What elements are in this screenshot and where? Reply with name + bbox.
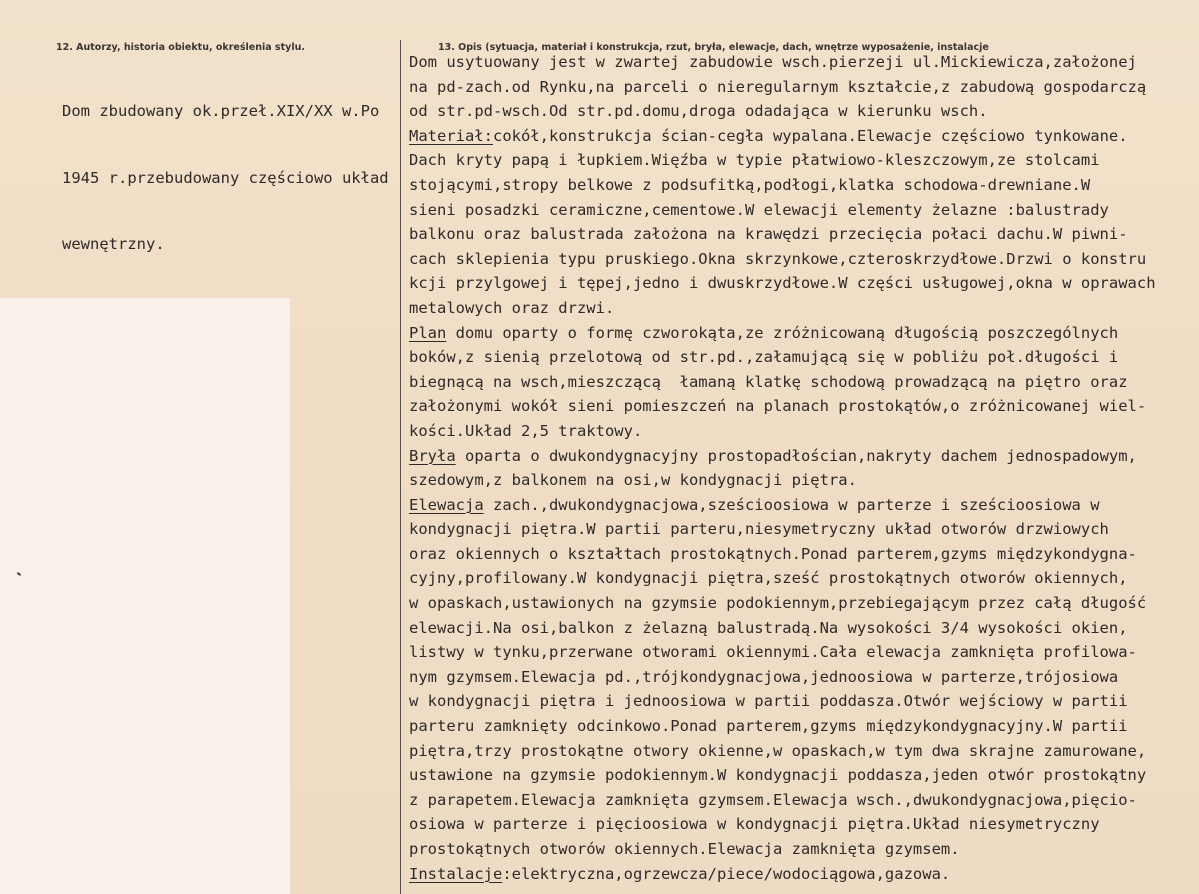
line-text: metalowych oraz drzwi. bbox=[409, 298, 615, 317]
section-label: Bryła bbox=[409, 446, 456, 465]
line-text: nym gzymsem.Elewacja pd.,trójkondygnacjowa,jednoosiowa w parterze,trójosiowa bbox=[409, 667, 1119, 686]
line-text: kcji przylgowej i tępej,jedno i dwuskrzydłowe.W części usługowej,okna w oprawach bbox=[409, 274, 1156, 293]
section-13-line bbox=[409, 345, 1156, 370]
line-text: listwy w tynku,przerwane otworami okiennymi.Cała elewacja zamknięta profilowa- bbox=[409, 643, 1137, 662]
line-text: stojącymi,stropy belkowe z podsufitką,podłogi,klatka schodowa-drewniane.W bbox=[409, 175, 1091, 194]
line-text: balkonu oraz balustrada założona na krawędzi przecięcia połaci dachu.W piwni- bbox=[409, 225, 1128, 244]
section-13-line bbox=[409, 665, 1156, 690]
section-13-line bbox=[409, 247, 1156, 272]
pale-paper-patch bbox=[0, 298, 290, 894]
section-13-line bbox=[409, 222, 1156, 247]
line-text: założonymi wokół sieni pomieszczeń na planach prostokątów,o zróżnicowanej wiel- bbox=[409, 397, 1147, 416]
line-text: Dom usytuowany jest w zwartej zabudowie wsch.pierzeji ul.Mickiewicza,założonej bbox=[409, 53, 1137, 71]
section-12-line: 1945 r.przebudowany częściowo układ bbox=[62, 168, 389, 187]
line-text: w kondygnacji piętra i jednoosiowa w partii poddasza.Otwór wejściowy w partii bbox=[409, 692, 1128, 711]
column-divider bbox=[400, 40, 401, 894]
section-13-line bbox=[409, 788, 1156, 813]
section-13-line bbox=[409, 640, 1156, 665]
line-text: cyjny,profilowany.W kondygnacji piętra,sześć prostokątnych otworów okiennych, bbox=[409, 569, 1128, 588]
section-13-text bbox=[409, 50, 1156, 886]
line-text: biegnącą na wsch,mieszczącą łamaną klatkę schodową prowadzącą na piętro oraz bbox=[409, 372, 1128, 391]
section-13-line bbox=[409, 689, 1156, 714]
line-text: sieni posadzki ceramiczne,cementowe.W elewacji elementy żelazne :balustrady bbox=[409, 200, 1109, 219]
section-13-line bbox=[409, 714, 1156, 739]
section-13-line bbox=[409, 124, 1156, 149]
section-label: Elewacja bbox=[409, 495, 484, 514]
section-13-line bbox=[409, 321, 1156, 346]
section-13-line bbox=[409, 616, 1156, 641]
section-13-line bbox=[409, 812, 1156, 837]
section-13-line bbox=[409, 370, 1156, 395]
line-text: cach sklepienia typu pruskiego.Okna skrzynkowe,czteroskrzydłowe.Drzwi o konstru bbox=[409, 249, 1147, 268]
section-13-line bbox=[409, 271, 1156, 296]
line-text: piętra,trzy prostokątne otwory okienne,w opaskach,w tym dwa skrajne zamurowane, bbox=[409, 741, 1147, 760]
line-text: ustawione na gzymsie podokiennym.W kondygnacji poddasza,jeden otwór prostokątny bbox=[409, 766, 1147, 785]
section-13-line bbox=[409, 493, 1156, 518]
section-13-line bbox=[409, 739, 1156, 764]
section-label: Materiał: bbox=[409, 126, 493, 145]
section-12-line: wewnętrzny. bbox=[62, 235, 165, 253]
line-text: prostokątnych otworów okiennych.Elewacja zamknięta gzymsem. bbox=[409, 840, 960, 858]
line-text: elewacji.Na osi,balkon z żelazną balustradą.Na wysokości 3/4 wysokości okien, bbox=[409, 618, 1128, 637]
section-13-line bbox=[409, 50, 1156, 75]
section-label: Instalacje bbox=[409, 864, 503, 883]
line-text: oparta o dwukondygnacyjny prostopadłościan,nakryty dachem jednospadowym, bbox=[455, 446, 1137, 465]
section-13-line bbox=[409, 198, 1156, 223]
line-text: boków,z sienią przelotową od str.pd.,załamującą się w pobliżu poł.długości i bbox=[409, 348, 1119, 367]
section-12-header: 12. Autorzy, historia obiektu, określenia stylu. bbox=[56, 42, 305, 53]
section-13-line bbox=[409, 419, 1156, 444]
line-text: z parapetem.Elewacja zamknięta gzymsem.Elewacja wsch.,dwukondygnacjowa,pięcio- bbox=[409, 790, 1137, 809]
section-13-header: 13. Opis (sytuacja, materiał i konstrukcja, rzut, bryła, elewacje, dach, wnętrze wyposażenie, instalacje bbox=[438, 42, 989, 53]
section-13-line bbox=[409, 837, 1156, 862]
line-text: domu oparty o formę czworokąta,ze zróżnicowaną długością poszczególnych bbox=[446, 323, 1119, 342]
line-text: zach.,dwukondygnacjowa,sześcioosiowa w parterze i sześcioosiowa w bbox=[483, 495, 1100, 514]
line-text: cokół,konstrukcja ścian-cegła wypalana.Elewacje częściowo tynkowane. bbox=[493, 126, 1128, 145]
section-13-line bbox=[409, 99, 1156, 124]
section-13-line bbox=[409, 173, 1156, 198]
section-13-line bbox=[409, 763, 1156, 788]
section-13-line bbox=[409, 591, 1156, 616]
section-13-line bbox=[409, 862, 1156, 887]
line-text: na pd-zach.od Rynku,na parceli o nieregularnym kształcie,z zabudową gospodarczą bbox=[409, 77, 1147, 96]
line-text: oraz okiennych o kształtach prostokątnych.Ponad parterem,gzyms międzykondygna- bbox=[409, 544, 1137, 563]
section-13-line bbox=[409, 75, 1156, 100]
section-12-text bbox=[62, 56, 389, 278]
section-13-line bbox=[409, 566, 1156, 591]
section-13-line bbox=[409, 394, 1156, 419]
line-text: w opaskach,ustawionych na gzymsie podokiennym,przebiegającym przez całą długość bbox=[409, 594, 1147, 613]
section-13-line bbox=[409, 444, 1156, 469]
line-text: od str.pd-wsch.Od str.pd.domu,droga odadająca w kierunku wsch. bbox=[409, 102, 988, 121]
section-13-line bbox=[409, 296, 1156, 321]
section-13-line bbox=[409, 517, 1156, 542]
line-text: kondygnacji piętra.W partii parteru,niesymetryczny układ otworów drzwiowych bbox=[409, 520, 1109, 539]
line-text: Dach kryty papą i łupkiem.Więźba w typie płatwiowo-kleszczowym,ze stolcami bbox=[409, 151, 1100, 170]
line-text: osiowa w parterze i pięcioosiowa w kondygnacji piętra.Układ niesymetryczny bbox=[409, 815, 1100, 834]
section-label: Plan bbox=[409, 323, 447, 342]
section-13-line bbox=[409, 542, 1156, 567]
line-text: parteru zamknięty odcinkowo.Ponad parterem,gzyms międzykondygnacyjny.W partii bbox=[409, 717, 1128, 736]
section-13-line bbox=[409, 148, 1156, 173]
line-text: szedowym,z balkonem na osi,w kondygnacji piętra. bbox=[409, 471, 857, 490]
line-text: kości.Układ 2,5 traktowy. bbox=[409, 421, 643, 440]
section-12-line: Dom zbudowany ok.przeł.XIX/XX w.Po bbox=[62, 102, 380, 120]
line-text: :elektryczna,ogrzewcza/piece/wodociągowa,gazowa. bbox=[502, 864, 951, 883]
section-13-line bbox=[409, 468, 1156, 493]
